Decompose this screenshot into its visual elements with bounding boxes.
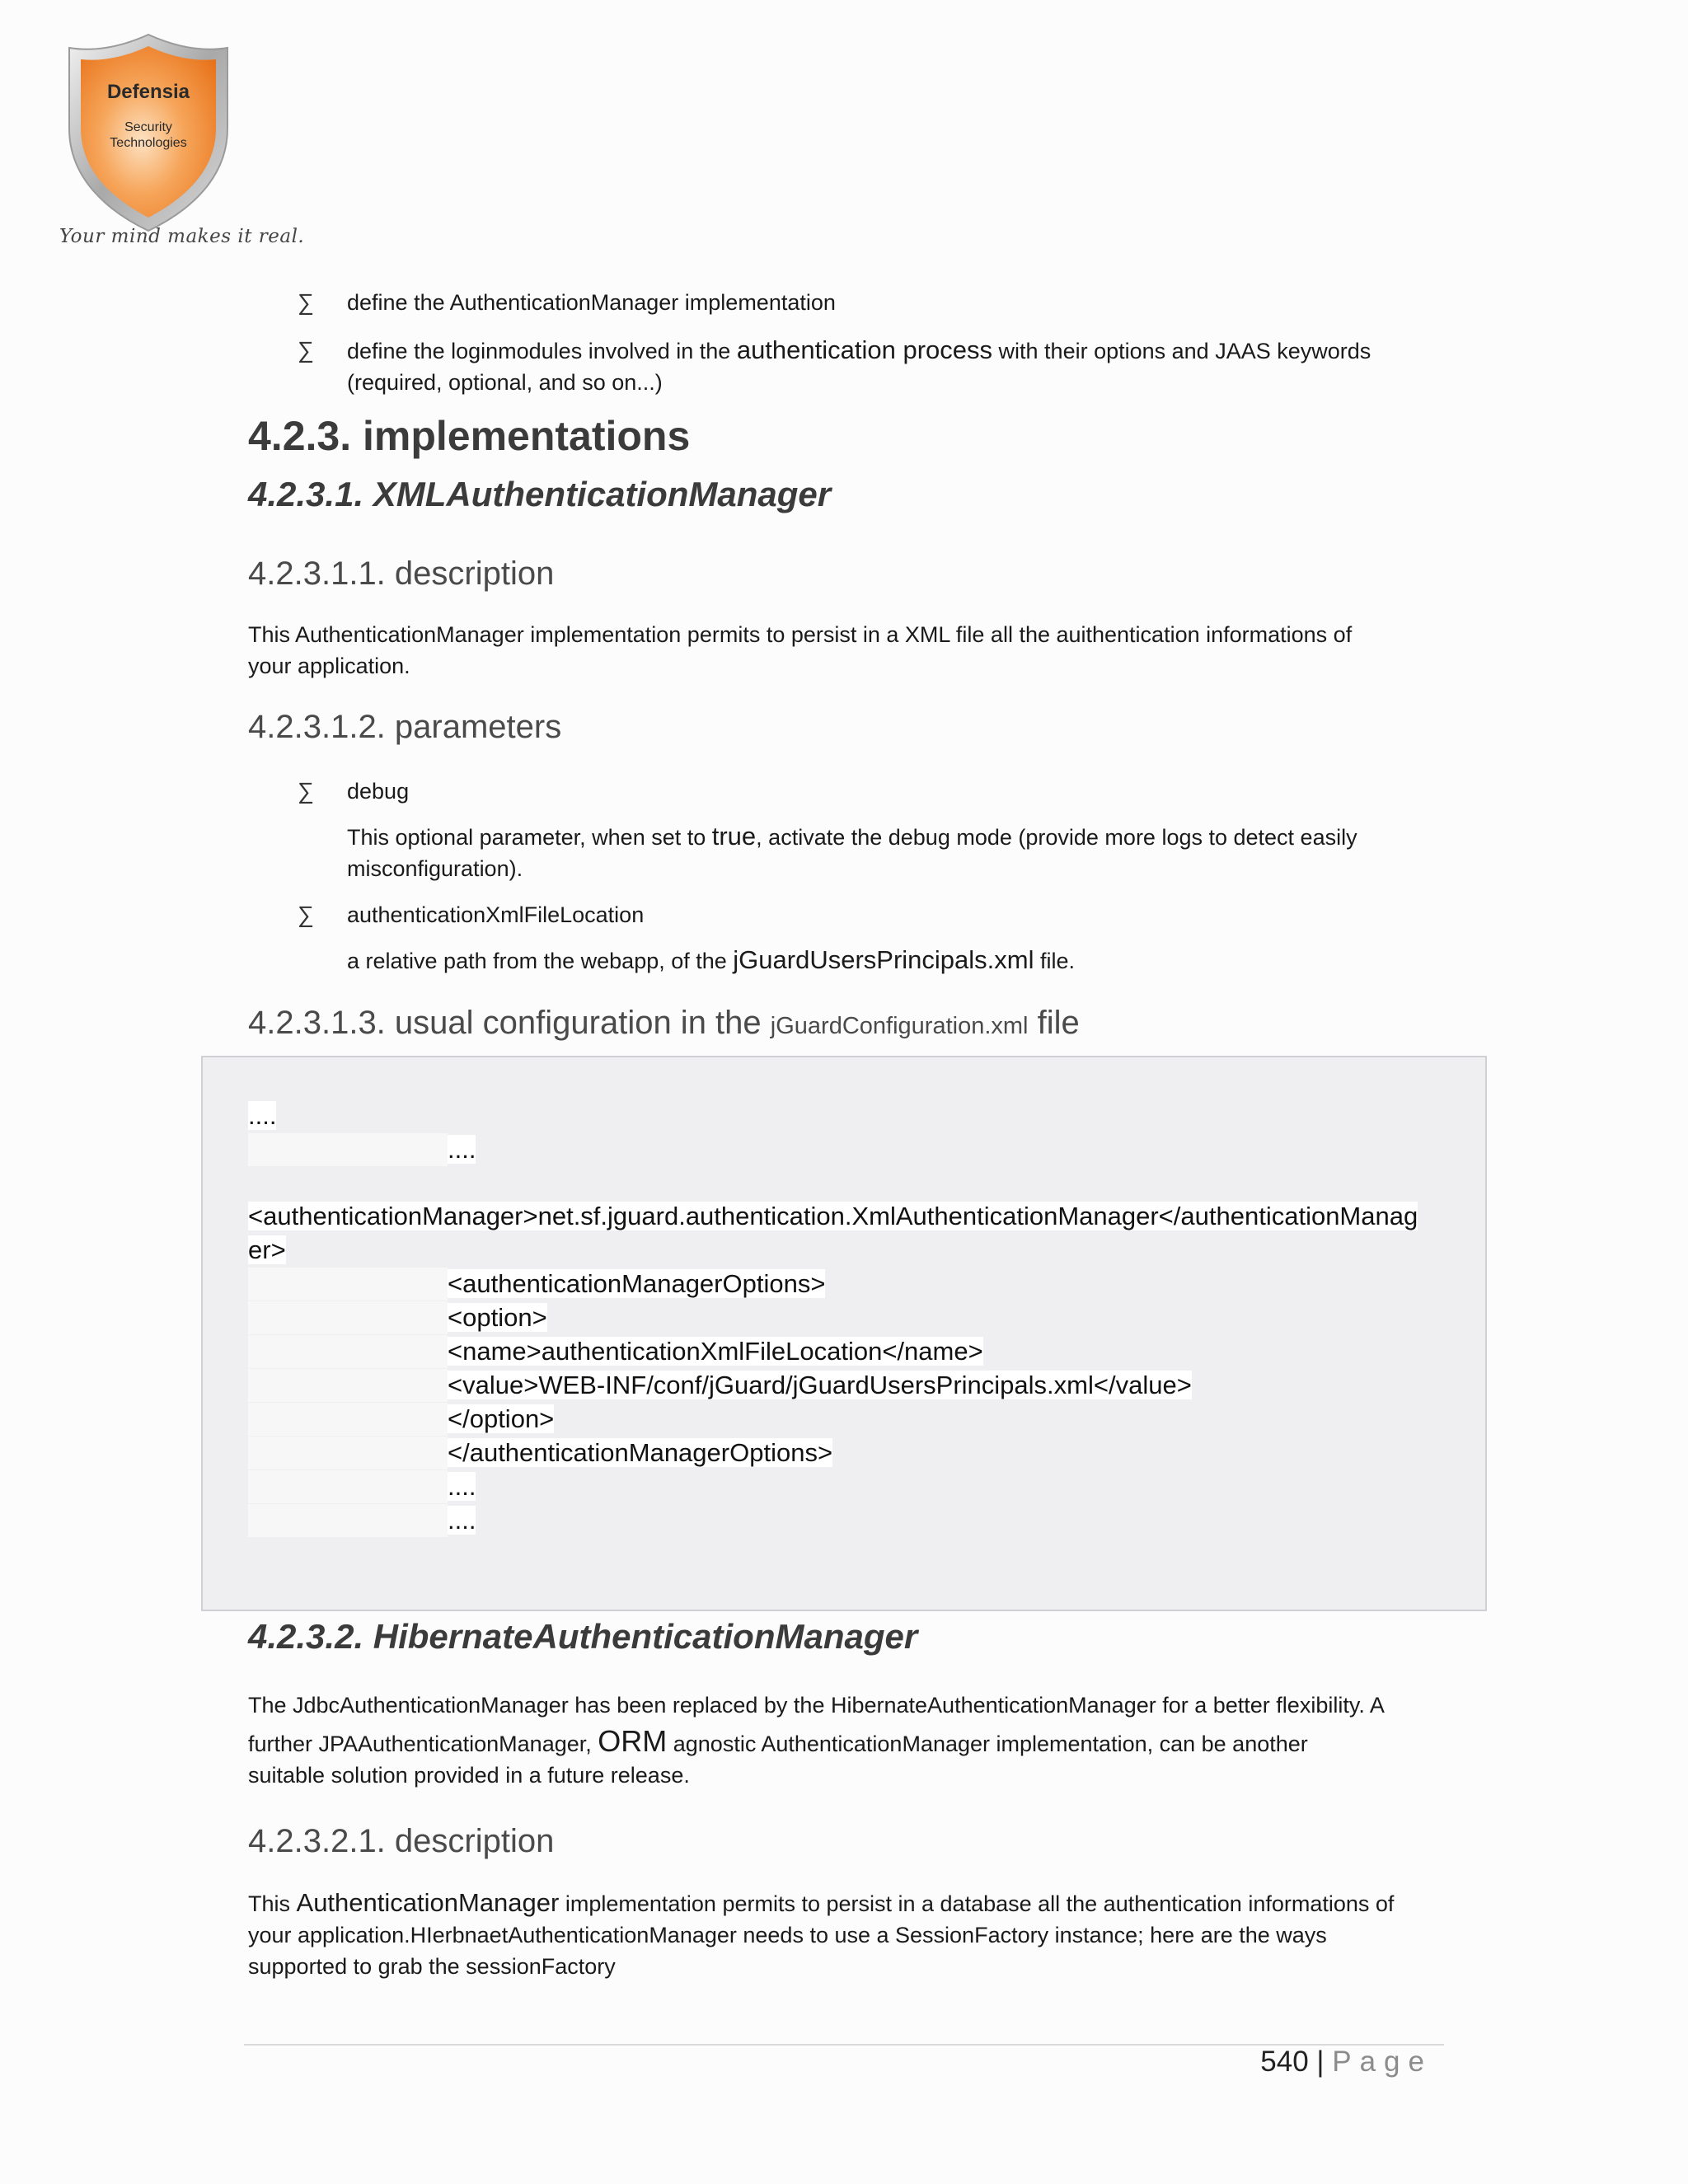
code-text: <option> (448, 1303, 547, 1332)
code-text: </option> (448, 1404, 555, 1433)
code-text: er> (248, 1235, 286, 1264)
sigma-bullet-icon: ∑ (298, 289, 314, 315)
code-line (248, 1403, 554, 1436)
bullet-text-line2: (required, optional, and so on...) (347, 370, 663, 395)
code-line (248, 1133, 476, 1166)
paragraph-line (248, 1887, 1451, 1919)
page-footer (1260, 2046, 1432, 2079)
paragraph-part: agnostic AuthenticationManager implementation, can be another (667, 1732, 1308, 1756)
page-label: Page (1332, 2046, 1432, 2078)
code-line (248, 1099, 276, 1132)
code-line (248, 1436, 832, 1469)
parameter-description-line2: misconfiguration). (347, 856, 523, 881)
code-line (248, 1301, 547, 1334)
code-line (248, 1200, 1418, 1233)
bullet-text-part: define the loginmodules involved in the (347, 339, 737, 363)
parameter-name: debug (347, 779, 410, 804)
heading-hibernate-authentication-manager: 4.2.3.2. HibernateAuthenticationManager (248, 1617, 918, 1656)
heading-filename: jGuardConfiguration.xml (770, 1013, 1029, 1039)
bullet-text: define the AuthenticationManager implementation (347, 290, 836, 315)
defensia-logo (58, 30, 239, 256)
code-text: .... (448, 1472, 476, 1501)
code-line (248, 1504, 476, 1537)
sigma-bullet-icon: ∑ (298, 902, 314, 927)
page-number: 540 (1260, 2046, 1309, 2078)
paragraph-part: further JPAAuthenticationManager, (248, 1732, 598, 1756)
logo-tagline: Your mind makes it real. (59, 226, 305, 247)
parameter-description (347, 821, 1451, 884)
paragraph-part: This (248, 1891, 297, 1916)
hibernate-paragraph (248, 1690, 1451, 1791)
paragraph-emphasis: AuthenticationManager (296, 1888, 560, 1917)
code-line (248, 1234, 286, 1267)
description-paragraph-2 (248, 1887, 1451, 1982)
logo-line2: Technologies (110, 136, 187, 150)
code-text: <value>WEB-INF/conf/jGuard/jGuardUsersPrincipals.xml</value> (448, 1371, 1192, 1399)
bullet-text (347, 335, 1451, 398)
code-text: <name>authenticationXmlFileLocation</name> (448, 1337, 983, 1366)
heading-xml-authentication-manager: 4.2.3.1. XMLAuthenticationManager (248, 475, 832, 513)
parameter-description-part: file. (1034, 949, 1076, 973)
logo-line1: Security (124, 120, 172, 134)
paragraph-line: This AuthenticationManager implementation permits to persist in a XML file all the auithentication informations of (248, 622, 1353, 647)
code-line (248, 1335, 983, 1368)
paragraph-line: suitable solution provided in a future release. (248, 1763, 690, 1788)
heading-usual-configuration (248, 1005, 1080, 1042)
paragraph-line: The JdbcAuthenticationManager has been replaced by the HibernateAuthenticationManager for a better flexibility. A (248, 1693, 1385, 1718)
parameter-description-emphasis: true (711, 822, 757, 851)
heading-part: 4.2.3.1.3. usual configuration in the (248, 1005, 771, 1041)
sigma-bullet-icon: ∑ (298, 778, 314, 804)
heading-implementations: 4.2.3. implementations (248, 413, 691, 459)
parameter-description-part: , activate the debug mode (provide more logs to detect easily (756, 825, 1357, 850)
paragraph-line: supported to grab the sessionFactory (248, 1954, 616, 1979)
code-line (248, 1268, 825, 1301)
code-text: .... (448, 1506, 476, 1535)
parameter-description-part: This optional parameter, when set to (347, 825, 712, 850)
sigma-bullet-icon: ∑ (298, 337, 314, 363)
paragraph-line (248, 1726, 1451, 1760)
code-text: .... (448, 1135, 476, 1164)
bullet-text-part: with their options and JAAS keywords (992, 339, 1372, 363)
description-paragraph-1 (248, 619, 1451, 682)
heading-part: file (1028, 1005, 1080, 1041)
paragraph-line: your application. (248, 654, 410, 678)
footer-separator: | (1316, 2046, 1325, 2078)
parameter-description-part: a relative path from the webapp, of the (347, 949, 734, 973)
paragraph-emphasis: ORM (598, 1724, 668, 1758)
code-text: .... (248, 1101, 277, 1130)
logo-brand: Defensia (106, 81, 190, 103)
heading-description-1: 4.2.3.1.1. description (248, 555, 555, 592)
parameter-name: authenticationXmlFileLocation (347, 902, 645, 927)
code-text: <authenticationManager>net.sf.jguard.authentication.XmlAuthenticationManager</authenticationManag (248, 1202, 1418, 1230)
code-line (248, 1470, 476, 1503)
paragraph-line: your application.HIerbnaetAuthenticationManager needs to use a SessionFactory instance; here are the ways (248, 1923, 1327, 1947)
paragraph-part: implementation permits to persist in a database all the authentication informations of (559, 1891, 1395, 1916)
code-line (248, 1369, 1192, 1402)
bullet-text-emphasis: authentication process (736, 335, 993, 364)
parameter-description-emphasis: jGuardUsersPrincipals.xml (733, 945, 1034, 974)
heading-parameters: 4.2.3.1.2. parameters (248, 709, 562, 745)
heading-description-2: 4.2.3.2.1. description (248, 1823, 555, 1859)
parameter-description (347, 944, 1451, 977)
code-text: <authenticationManagerOptions> (448, 1269, 826, 1298)
code-text: </authenticationManagerOptions> (448, 1438, 833, 1467)
